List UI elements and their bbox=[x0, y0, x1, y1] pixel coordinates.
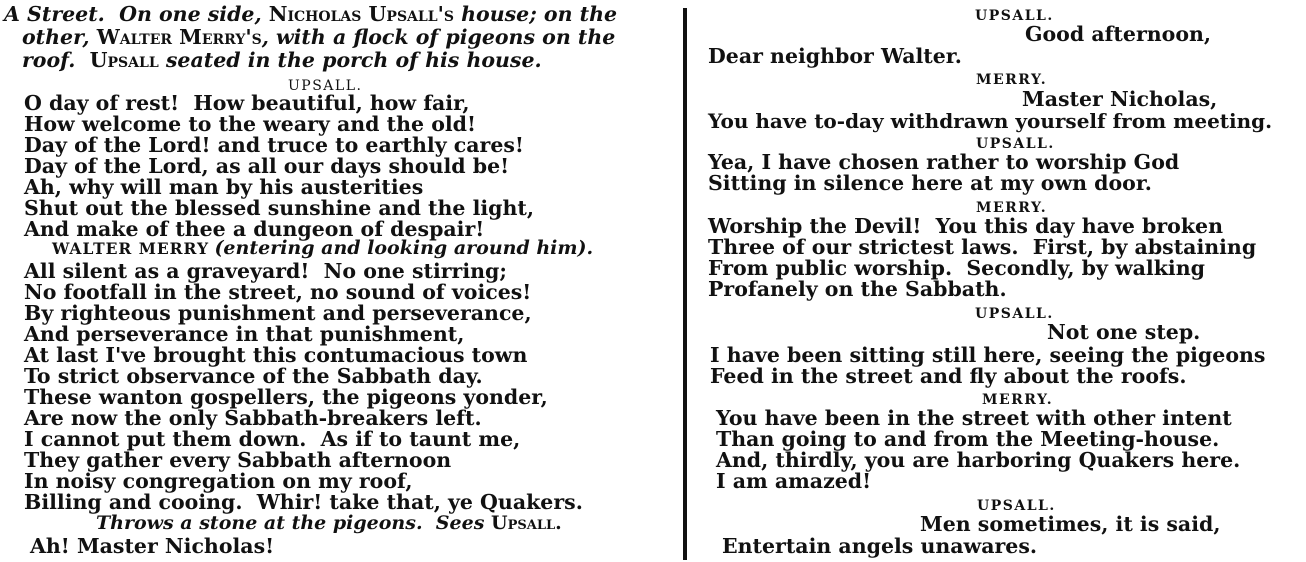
verse-line: All silent as a graveyard! No one stirring; bbox=[24, 259, 507, 283]
verse-line: Dear neighbor Walter. bbox=[708, 44, 962, 68]
verse-line: I have been sitting still here, seeing the pigeons bbox=[710, 343, 1266, 367]
verse-line: They gather every Sabbath afternoon bbox=[24, 448, 452, 472]
verse-line: And, thirdly, you are harboring Quakers here. bbox=[716, 448, 1241, 472]
verse-line: Sitting in silence here at my own door. bbox=[708, 171, 1152, 195]
verse-line: Men sometimes, it is said, bbox=[920, 512, 1221, 536]
column-divider bbox=[683, 8, 687, 560]
verse-line: Ah, why will man by his austerities bbox=[24, 175, 424, 199]
verse-line: From public worship. Secondly, by walking bbox=[708, 256, 1205, 280]
verse-line: Are now the only Sabbath-breakers left. bbox=[24, 406, 482, 430]
stage-direction: roof. Upsall seated in the porch of his house. bbox=[22, 48, 542, 72]
verse-line: Not one step. bbox=[1047, 320, 1201, 344]
verse-line: Billing and cooing. Whir! take that, ye Quakers. bbox=[24, 490, 583, 514]
verse-line: In noisy congregation on my roof, bbox=[24, 469, 413, 493]
verse-line: How welcome to the weary and the old! bbox=[24, 112, 476, 136]
speaker-name: UPSALL. bbox=[288, 78, 363, 94]
verse-line: Profanely on the Sabbath. bbox=[708, 277, 1007, 301]
speaker-name: UPSALL. bbox=[975, 306, 1054, 322]
verse-line: Yea, I have chosen rather to worship God bbox=[708, 150, 1180, 174]
verse-line: To strict observance of the Sabbath day. bbox=[24, 364, 483, 388]
verse-line: These wanton gospellers, the pigeons yonder, bbox=[24, 385, 548, 409]
verse-line: I cannot put them down. As if to taunt me, bbox=[24, 427, 521, 451]
verse-line: And make of thee a dungeon of despair! bbox=[24, 217, 485, 241]
verse-line: Than going to and from the Meeting-house. bbox=[716, 427, 1220, 451]
verse-line: No footfall in the street, no sound of voices! bbox=[24, 280, 532, 304]
verse-line: O day of rest! How beautiful, how fair, bbox=[24, 91, 470, 115]
speaker-name: MERRY. bbox=[976, 72, 1048, 88]
verse-line: Shut out the blessed sunshine and the light, bbox=[24, 196, 535, 220]
right-column bbox=[692, 0, 1306, 562]
verse-line: Day of the Lord! and truce to earthly cares! bbox=[24, 133, 524, 157]
speaker-name: UPSALL. bbox=[976, 136, 1055, 152]
stage-direction: Throws a stone at the pigeons. Sees Upsall. bbox=[96, 512, 562, 534]
speaker-name: UPSALL. bbox=[975, 8, 1054, 24]
verse-line: I am amazed! bbox=[716, 469, 872, 493]
speaker-name: UPSALL. bbox=[977, 498, 1056, 514]
verse-line: Day of the Lord, as all our days should be! bbox=[24, 154, 510, 178]
verse-line: You have to-day withdrawn yourself from meeting. bbox=[708, 109, 1273, 133]
verse-line: Worship the Devil! You this day have broken bbox=[708, 214, 1223, 238]
verse-line: Ah! Master Nicholas! bbox=[30, 534, 275, 558]
verse-line: You have been in the street with other intent bbox=[716, 406, 1232, 430]
stage-direction: other, Walter Merry's, with a flock of pigeons on the bbox=[22, 25, 616, 49]
verse-line: At last I've brought this contumacious town bbox=[24, 343, 528, 367]
speaker-name: MERRY. bbox=[982, 392, 1054, 408]
verse-line: Master Nicholas, bbox=[1022, 87, 1218, 111]
speaker-direction: WALTER MERRY (entering and looking around him). bbox=[52, 237, 594, 259]
speaker-name: MERRY. bbox=[976, 200, 1048, 216]
verse-line: Feed in the street and fly about the roofs. bbox=[710, 364, 1187, 388]
verse-line: Entertain angels unawares. bbox=[722, 534, 1037, 558]
stage-direction: A Street. On one side, Nicholas Upsall's house; on the bbox=[4, 2, 618, 26]
verse-line: Three of our strictest laws. First, by abstaining bbox=[708, 235, 1257, 259]
verse-line: Good afternoon, bbox=[1025, 22, 1212, 46]
verse-line: And perseverance in that punishment, bbox=[24, 322, 465, 346]
verse-line: By righteous punishment and perseverance, bbox=[24, 301, 532, 325]
